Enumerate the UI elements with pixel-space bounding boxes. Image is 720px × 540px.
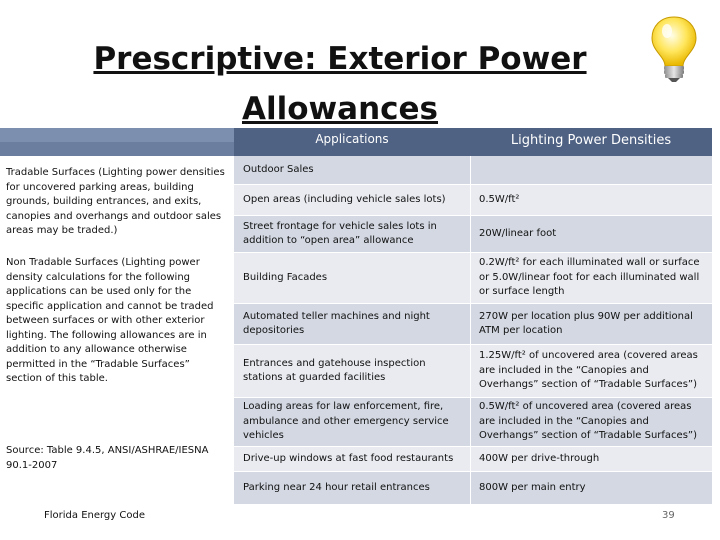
slide-title-line2: Allowances (241, 91, 439, 127)
row-application: Parking near 24 hour retail entrances (243, 481, 430, 493)
slide-title-line1: Prescriptive: Exterior Power (93, 41, 587, 77)
source-note: Source: Table 9.4.5, ANSI/ASHRAE/IESNA 90.1-2007 (6, 445, 209, 471)
row-application: Automated teller machines and night depositories (243, 310, 430, 336)
nontradable-text: (Lighting power density calculations for the following applications can be used only for the specific application and cannot be traded between surfaces or with other exterior lighting. The following allowances are in addition to any allowance otherwise permitted in the “Tradable Surfaces” section of this table. (6, 257, 214, 384)
table-row (234, 185, 712, 215)
row-application: Street frontage for vehicle sales lots in addition to “open area” allowance (243, 220, 437, 246)
row-lpd: 270W per location plus 90W per additional ATM per location (479, 310, 693, 336)
header-applications: Applications (315, 132, 389, 146)
table-row (234, 304, 712, 344)
row-lpd: 800W per main entry (479, 481, 586, 493)
tradable-text: (Lighting power densities for uncovered parking areas, building grounds, building entrances, and exits, canopies and overhangs and outdoor sales areas may be traded.) (6, 167, 225, 236)
row-application: Outdoor Sales (243, 163, 314, 175)
row-lpd: 400W per drive-through (479, 452, 600, 464)
header-left-band-top (0, 128, 234, 142)
row-lpd: 0.2W/ft² for each illuminated wall or surface or 5.0W/linear foot for each illuminated wall or surface length (479, 257, 700, 298)
slide-title (60, 34, 620, 134)
row-application: Loading areas for law enforcement, fire, ambulance and other emergency service vehicles (243, 401, 449, 442)
row-lpd: 0.5W/ft² (479, 193, 520, 205)
table-row (234, 216, 712, 252)
row-application: Building Facades (243, 271, 328, 283)
row-lpd: 1.25W/ft² of uncovered area (covered areas are included in the “Canopies and Overhangs” section of “Tradable Surfaces”) (479, 350, 698, 391)
row-application: Entrances and gatehouse inspection stations at guarded facilities (243, 357, 426, 383)
left-column (0, 156, 234, 528)
table-row (234, 472, 712, 504)
row-lpd: 20W/linear foot (479, 227, 557, 239)
table-row (234, 253, 712, 303)
table-row (234, 447, 712, 471)
table-row (234, 156, 712, 184)
header-left-band-bottom (0, 142, 234, 156)
nontradable-title: Non Tradable Surfaces (6, 257, 119, 268)
row-lpd: 0.5W/ft² of uncovered area (covered areas are included in the “Canopies and Overhangs” section of “Tradable Surfaces”) (479, 401, 697, 442)
footer-org: Florida Energy Code (44, 510, 145, 521)
header-lighting-power-densities: Lighting Power Densities (510, 133, 672, 148)
tradable-surfaces-note (6, 166, 228, 239)
nontradable-surfaces-note (6, 256, 228, 387)
table-row (234, 398, 712, 446)
row-lpd (470, 156, 712, 184)
table-row (234, 345, 712, 397)
lightbulb-icon (648, 14, 700, 84)
row-application: Drive-up windows at fast food restaurants (243, 452, 454, 464)
row-application: Open areas (including vehicle sales lots) (243, 193, 446, 205)
tradable-title: Tradable Surfaces (6, 167, 96, 178)
page-number: 39 (662, 510, 675, 521)
